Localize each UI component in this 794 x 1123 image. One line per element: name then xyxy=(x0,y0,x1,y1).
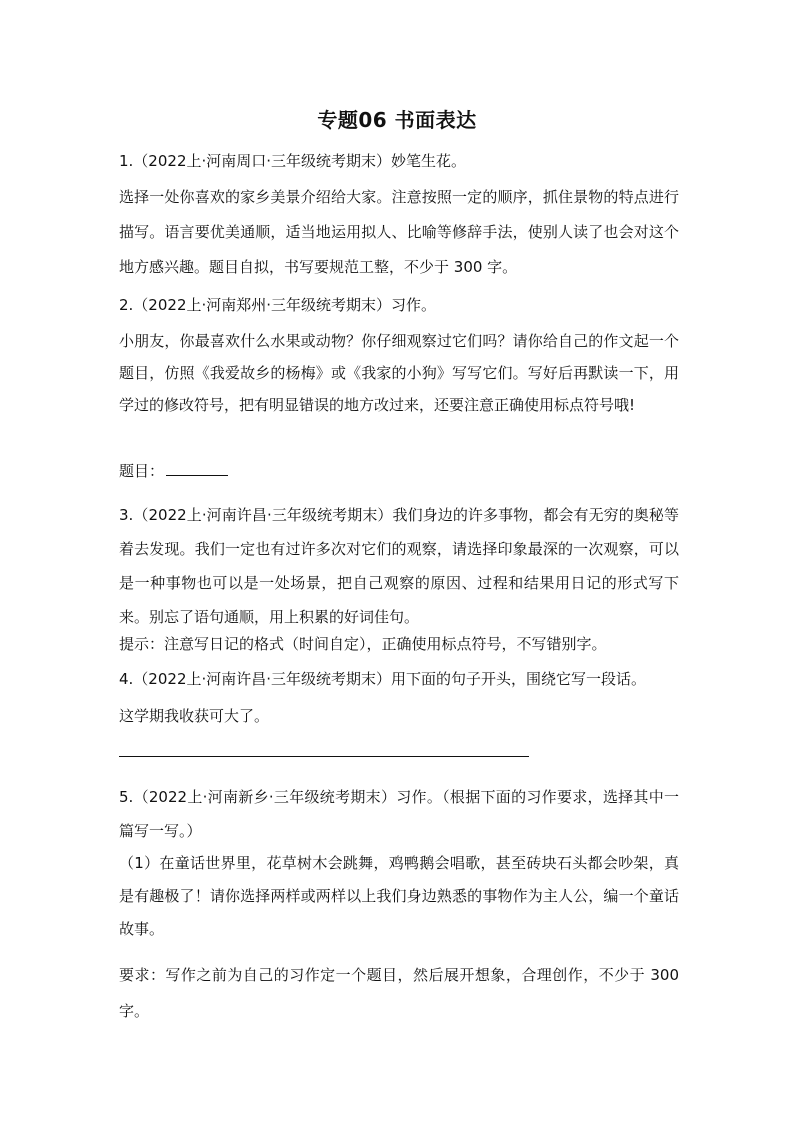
question-1-body: 选择一处你喜欢的家乡美景介绍给大家。注意按照一定的顺序，抓住景物的特点进行描写。语言要优美通顺，适当地运用拟人、比喻等修辞手法，使别人读了也会对这个地方感兴趣。题目自拟，书写要规范工整，不少于 300 字。 xyxy=(119,188,679,276)
question-4-header: 4.（2022上·河南许昌·三年级统考期末）用下面的句子开头，围绕它写一段话。 xyxy=(119,670,647,688)
question-1-header: 1.（2022上·河南周口·三年级统考期末）妙笔生花。 xyxy=(119,152,467,170)
question-3-body: 3.（2022上·河南许昌·三年级统考期末）我们身边的许多事物，都会有无穷的奥秘等着去发现。我们一定也有过许多次对它们的观察，请选择印象最深的一次观察，可以是一种事物也可以是一处场景，把自己观察的原因、过程和结果用日记的形式写下来。别忘了语句通顺，用上积累的好词佳句。 xyxy=(119,506,679,626)
question-5-option-1: （1）在童话世界里，花草树木会跳舞，鸡鸭鹅会唱歌，甚至砖块石头都会吵架，真是有趣极了！请你选择两样或两样以上我们身边熟悉的事物作为主人公，编一个童话故事。 xyxy=(119,854,679,938)
question-3-hint: 提示：注意写日记的格式（时间自定），正确使用标点符号，不写错别字。 xyxy=(119,635,607,653)
question-2-title-line xyxy=(119,456,679,486)
title-label: 题目： xyxy=(119,462,165,480)
question-2-header: 2.（2022上·河南郑州·三年级统考期末）习作。 xyxy=(119,296,437,314)
page-title: 专题06 书面表达 xyxy=(317,108,477,132)
question-2-body: 小朋友，你最喜欢什么水果或动物？你仔细观察过它们吗？请你给自己的作文起一个题目，仿照《我爱故乡的杨梅》或《我家的小狗》写写它们。写好后再默读一下，用学过的修改符号，把有明显错误的地方改过来，还要注意正确使用标点符号哦! xyxy=(119,332,679,414)
title-blank xyxy=(166,461,228,476)
answer-line xyxy=(119,756,529,757)
question-5-header: 5.（2022上·河南新乡·三年级统考期末）习作。（根据下面的习作要求，选择其中一篇写一写。） xyxy=(119,788,679,840)
question-5-requirement: 要求：写作之前为自己的习作定一个题目，然后展开想象，合理创作，不少于 300 字。 xyxy=(119,966,679,1020)
question-4-starter: 这学期我收获可大了。 xyxy=(119,707,270,725)
